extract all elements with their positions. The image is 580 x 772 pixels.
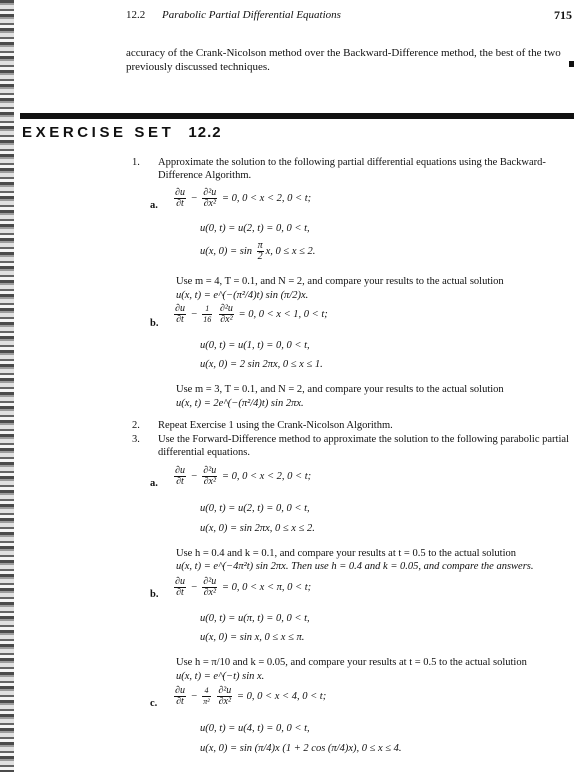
frac xyxy=(257,241,264,262)
exercise-3a-instructions: Use h = 0.4 and k = 0.1, and compare your results at t = 0.5 to the actual solution xyxy=(176,548,516,559)
equation-rest: = 0, 0 < x < 2, 0 < t; xyxy=(221,470,312,482)
exercise-1a-instructions: Use m = 4, T = 0.1, and N = 2, and compare your results to the actual solution xyxy=(176,276,504,287)
exercise-1a-solution: u(x, t) = e^(−(π²/4)t) sin (π/2)x. xyxy=(176,290,309,301)
equation-rest: = 0, 0 < x < π, 0 < t; xyxy=(221,581,312,593)
exercise-1b-solution: u(x, t) = 2e^(−(π²/4)t) sin 2πx. xyxy=(176,398,304,409)
frac-den: ∂t xyxy=(176,587,184,598)
frac xyxy=(202,304,212,325)
frac xyxy=(202,188,217,209)
exercise-1a-boundary: u(0, t) = u(2, t) = 0, 0 < t, xyxy=(200,223,310,234)
exercise-3a-solution: u(x, t) = e^(−4π²t) sin 2πx. Then use h = 0.4 and k = 0.05, and compare the answers. xyxy=(176,561,534,572)
exercise-3b-initial: u(x, 0) = sin x, 0 ≤ x ≤ π. xyxy=(200,632,305,643)
frac-num: 1 xyxy=(202,304,212,315)
exercise-3a-initial: u(x, 0) = sin 2πx, 0 ≤ x ≤ 2. xyxy=(200,523,315,534)
frac xyxy=(202,686,210,707)
frac-den: ∂x² xyxy=(220,314,233,325)
frac xyxy=(174,577,186,598)
frac xyxy=(202,577,217,598)
ic-prefix: u(x, 0) = sin xyxy=(200,245,252,257)
frac-den: ∂x² xyxy=(218,696,231,707)
intro-text: accuracy of the Crank-Nicolson method over the Backward-Difference method, the best of the two previously discussed techniques. xyxy=(126,47,561,73)
frac-den: ∂x² xyxy=(203,476,216,487)
exercise-1-text: Approximate the solution to the following partial differential equations using the Backward-Difference Algorithm. xyxy=(158,157,546,181)
frac-num: ∂u xyxy=(175,465,185,476)
exercise-set-heading xyxy=(22,124,222,141)
frac-den: 2 xyxy=(257,251,263,262)
exercise-1a-equation: $\frac{\partial u}{\partial t}$ − $\frac{\text{∂²u}}{\text{∂x²}}$ = 0, 0 < x < 2, 0 < t; xyxy=(175,187,312,209)
exercise-1b-initial: u(x, 0) = 2 sin 2πx, 0 ≤ x ≤ 1. xyxy=(200,359,323,370)
exercise-3a-boundary: u(0, t) = u(2, t) = 0, 0 < t, xyxy=(200,503,310,514)
exercise-set-title: EXERCISE SET xyxy=(22,124,175,141)
end-of-proof-mark xyxy=(569,61,574,67)
exercise-3b-equation: $\frac{\partial u}{\partial t}$ − $\frac{\text{∂²u}}{\text{∂x²}}$ = 0, 0 < x < π, 0 < t; xyxy=(175,576,312,598)
exercise-1b-equation: $\frac{\partial u}{\partial t}$ − $\frac{1}{16}$ $\frac{\text{∂²u}}{\text{∂x²}}$ = 0, 0 < x < 1, 0 < t; xyxy=(175,303,328,325)
exercise-3b-solution: u(x, t) = e^(−t) sin x. xyxy=(176,671,265,682)
exercise-2-text: Repeat Exercise 1 using the Crank-Nicolson Algorithm. xyxy=(158,420,393,431)
frac-num: ∂u xyxy=(175,685,185,696)
section-rule xyxy=(20,113,574,119)
frac-den: ∂t xyxy=(176,476,184,487)
exercise-set-number: 12.2 xyxy=(188,124,222,141)
frac-num: ∂²u xyxy=(203,576,217,587)
frac-den: ∂x² xyxy=(203,198,216,209)
exercise-3-number: 3. xyxy=(132,434,140,445)
equation-rest: = 0, 0 < x < 4, 0 < t; xyxy=(236,690,327,702)
frac xyxy=(174,686,186,707)
exercise-1b-boundary: u(0, t) = u(1, t) = 0, 0 < t, xyxy=(200,340,310,351)
equation-rest: = 0, 0 < x < 1, 0 < t; xyxy=(238,308,328,320)
frac xyxy=(174,466,186,487)
frac-num: 4 xyxy=(202,686,210,697)
frac-num: ∂u xyxy=(175,187,185,198)
exercise-3-text: Use the Forward-Difference method to approximate the solution to the following parabolic partial differential equations. xyxy=(158,434,569,458)
frac-den: ∂t xyxy=(176,198,184,209)
exercise-1b-label: b. xyxy=(150,318,159,329)
exercise-3c-label: c. xyxy=(150,698,158,709)
frac-den: ∂x² xyxy=(203,587,216,598)
frac-num: ∂²u xyxy=(203,187,217,198)
frac-num: ∂²u xyxy=(219,303,233,314)
exercise-2-number: 2. xyxy=(132,420,140,431)
exercise-3a-equation: $\frac{\partial u}{\partial t}$ − $\frac{\text{∂²u}}{\text{∂x²}}$ = 0, 0 < x < 2, 0 < t; xyxy=(175,465,312,487)
frac-num: ∂²u xyxy=(218,685,232,696)
intro-paragraph xyxy=(126,46,574,74)
running-header xyxy=(126,9,572,25)
frac xyxy=(174,304,186,325)
exercise-1a-label: a. xyxy=(150,200,158,211)
frac-den: 16 xyxy=(203,315,212,324)
frac-num: ∂u xyxy=(175,576,185,587)
frac-num: ∂u xyxy=(175,303,185,314)
exercise-3c-initial: u(x, 0) = sin (π/4)x (1 + 2 cos (π/4)x), 0 ≤ x ≤ 4. xyxy=(200,743,402,754)
frac-den: π² xyxy=(203,697,210,706)
frac xyxy=(219,304,234,325)
frac-den: ∂t xyxy=(176,314,184,325)
exercise-1a-initial xyxy=(200,241,315,262)
header-chapter-title: Parabolic Partial Differential Equations xyxy=(162,9,341,21)
frac xyxy=(217,686,232,707)
equation-rest: = 0, 0 < x < 2, 0 < t; xyxy=(221,192,312,204)
ic-suffix: x, 0 ≤ x ≤ 2. xyxy=(265,245,316,257)
exercise-3c-boundary: u(0, t) = u(4, t) = 0, 0 < t, xyxy=(200,723,310,734)
exercise-3b-instructions: Use h = π/10 and k = 0.05, and compare your results at t = 0.5 to the actual solution xyxy=(176,657,527,668)
frac-num: π xyxy=(257,240,263,251)
frac xyxy=(174,188,186,209)
book-binding-edge xyxy=(0,0,14,772)
header-section-number: 12.2 xyxy=(126,9,146,21)
frac-den: ∂t xyxy=(176,696,184,707)
exercise-1b-instructions: Use m = 3, T = 0.1, and N = 2, and compare your results to the actual solution xyxy=(176,384,504,395)
exercise-3c-equation: $\frac{\partial u}{\partial t}$ − $\frac{4}{\text{π²}}$ $\frac{\text{∂²u}}{\text{∂x²}}$ = 0, 0 < x < 4, 0 < t; xyxy=(175,685,327,707)
exercise-3b-label: b. xyxy=(150,589,159,600)
frac xyxy=(202,466,217,487)
exercise-1-number: 1. xyxy=(132,157,140,168)
exercise-3b-boundary: u(0, t) = u(π, t) = 0, 0 < t, xyxy=(200,613,310,624)
page-number: 715 xyxy=(554,8,572,22)
frac-num: ∂²u xyxy=(203,465,217,476)
exercise-3a-label: a. xyxy=(150,478,158,489)
